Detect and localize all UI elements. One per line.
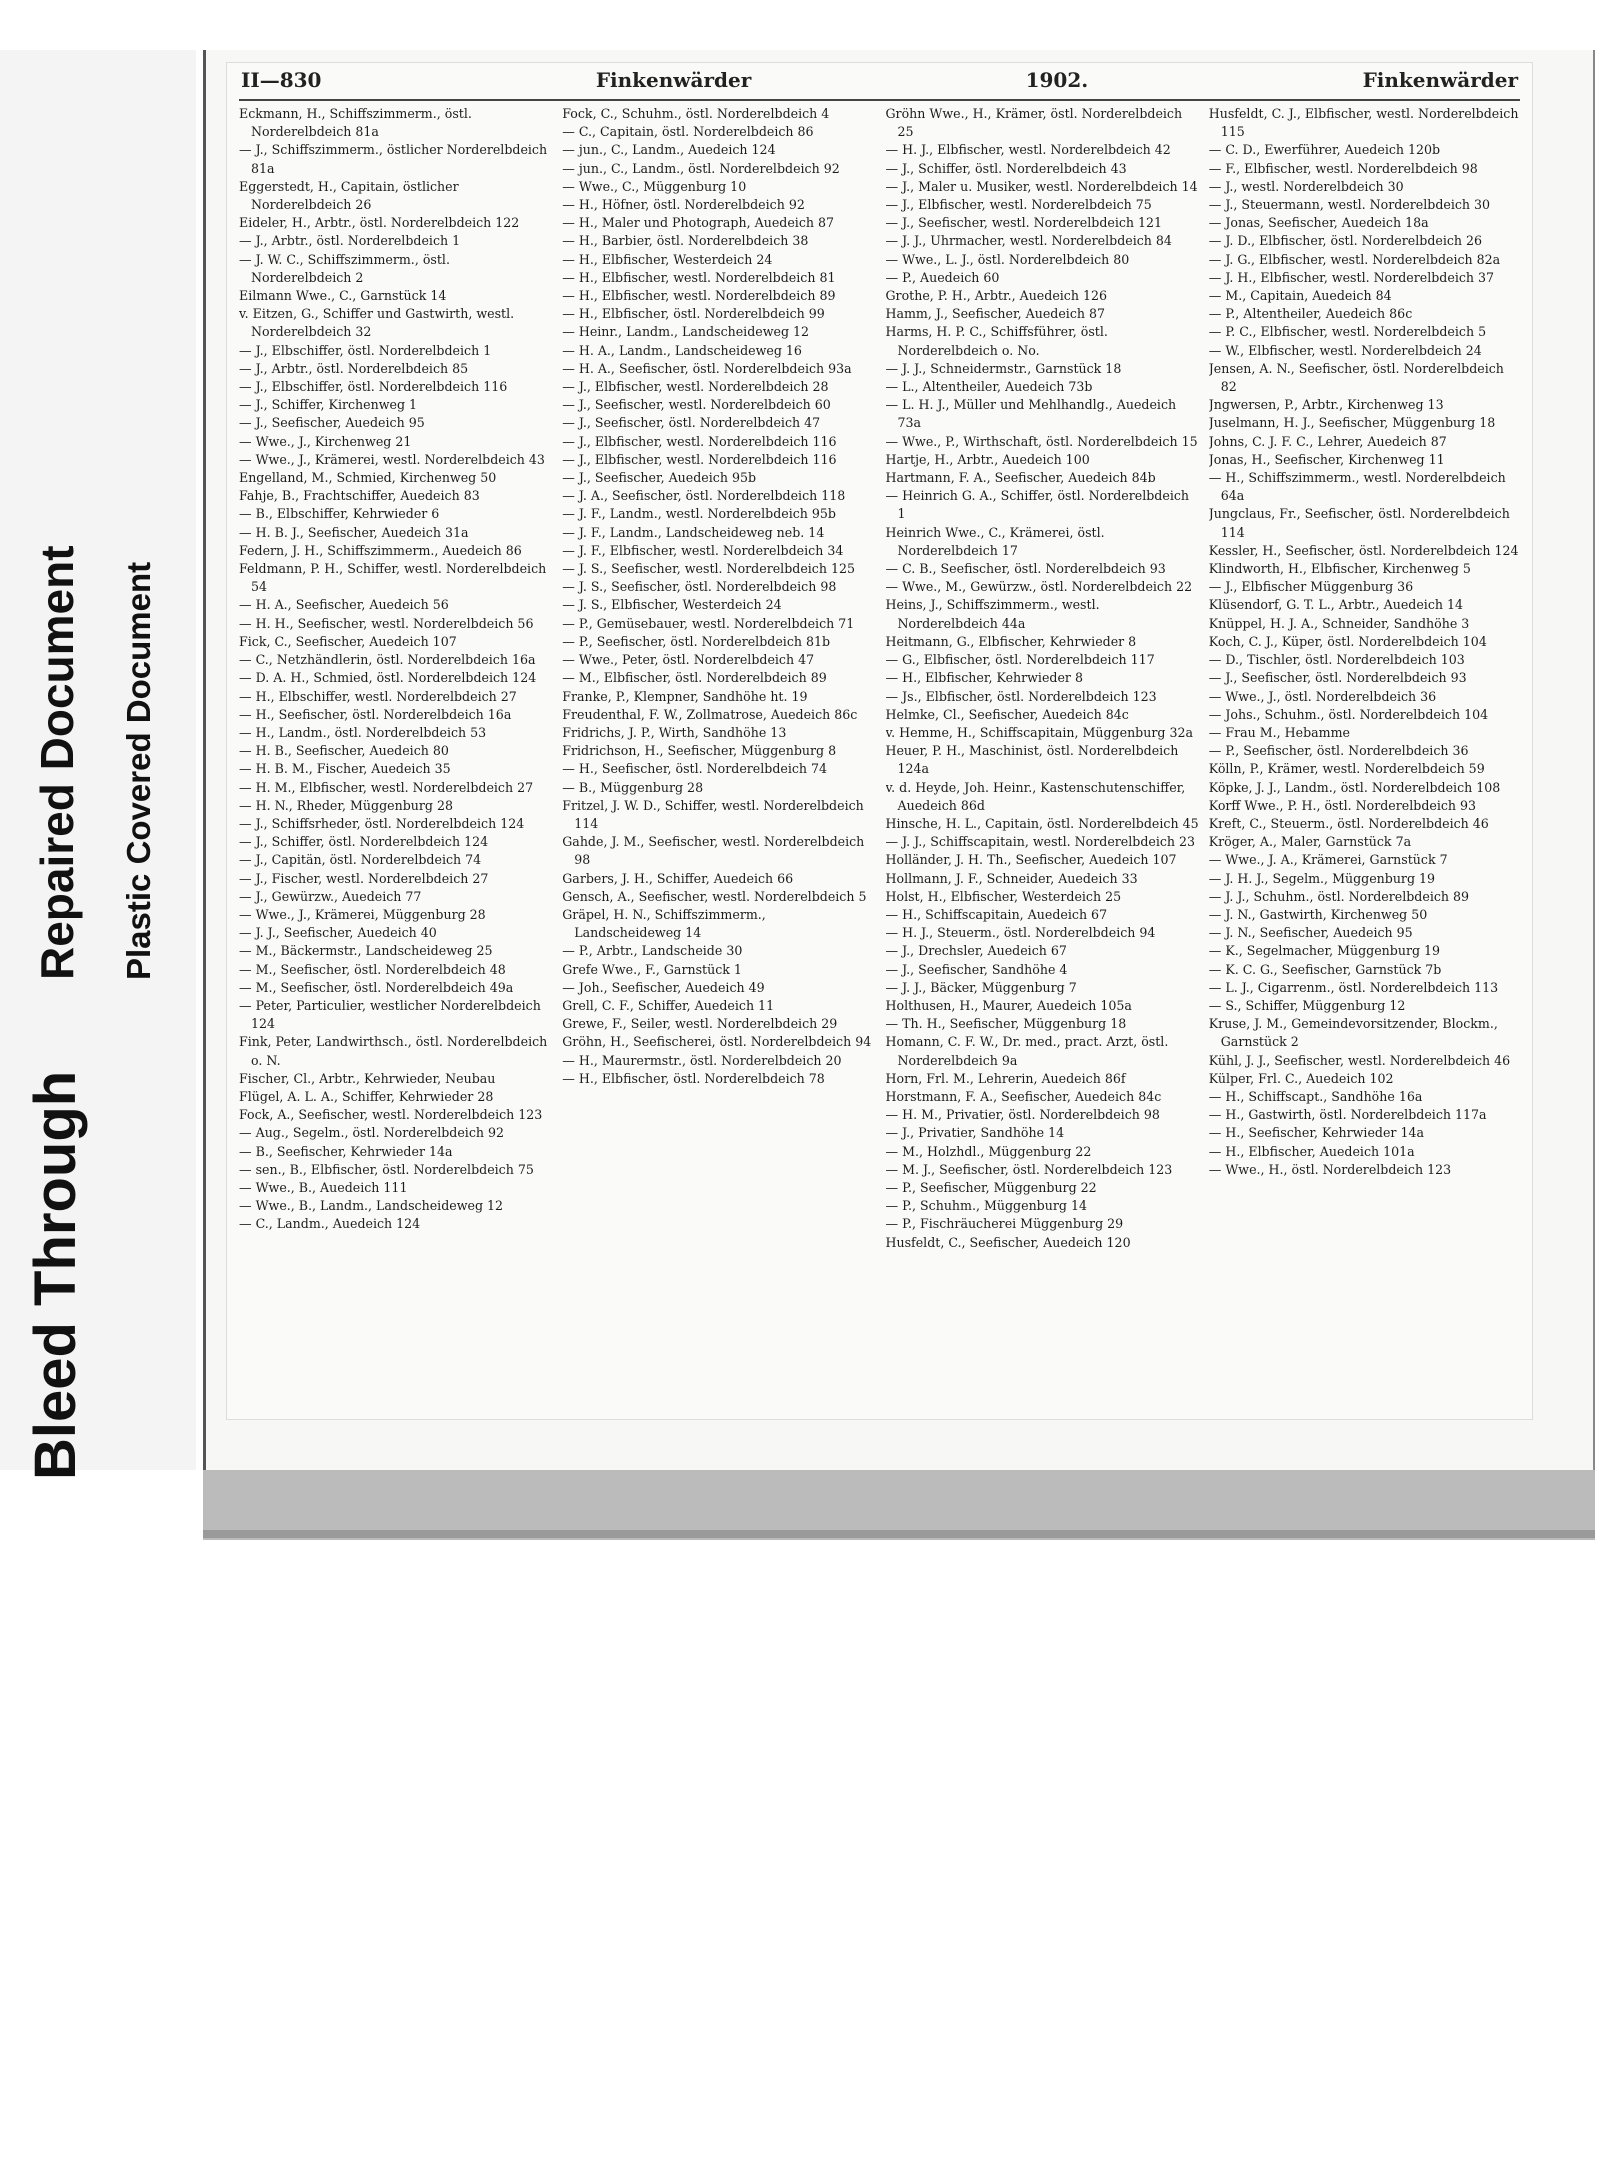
directory-entry: — J. J., Seefischer, Auedeich 40 [239,925,437,941]
directory-entry: — Wwe., B., Auedeich 111 [239,1179,408,1195]
directory-entry: Homann, C. F. W., Dr. med., pract. Arzt, östl. Norderelbdeich 9a [885,1034,1169,1068]
directory-entry: — Wwe., J., Krämerei, Müggenburg 28 [239,906,486,922]
directory-entry: — P., Gemüsebauer, westl. Norderelbdeich 71 [562,615,855,631]
directory-entry: Gensch, A., Seefischer, westl. Norderelbdeich 5 [562,888,867,904]
directory-entry: — P., Altentheiler, Auedeich 86c [1208,306,1413,322]
directory-entry: Grefe Wwe., F., Garnstück 1 [562,961,742,977]
directory-entry: Hamm, J., Seefischer, Auedeich 87 [885,306,1106,322]
directory-entry: — Wwe., H., östl. Norderelbdeich 123 [1208,1161,1452,1177]
bleed-through-label: Bleed Through [23,1070,88,1480]
directory-entry: Fock, A., Seefischer, westl. Norderelbdeich 123 [239,1107,543,1123]
directory-entry: Fridrichs, J. P., Wirth, Sandhöhe 13 [562,724,787,740]
directory-entry: Kreft, C., Steuerm., östl. Norderelbdeich 46 [1208,815,1489,831]
directory-entry: Fock, C., Schuhm., östl. Norderelbdeich 4 [562,106,830,121]
directory-entry: Köpke, J. J., Landm., östl. Norderelbdeich 108 [1208,779,1501,795]
directory-entry: — J., Elbfischer, westl. Norderelbdeich 116 [562,451,837,467]
directory-entry: — D. A. H., Schmied, östl. Norderelbdeich 124 [239,670,537,686]
directory-entry: — J. G., Elbfischer, westl. Norderelbdeich 82a [1208,251,1501,267]
directory-entry: — L. H. J., Müller und Mehlhandlg., Auedeich 73a [885,397,1177,431]
directory-entry: Horstmann, F. A., Seefischer, Auedeich 84c [885,1088,1162,1104]
directory-entry: — H., Elbfischer, östl. Norderelbdeich 99 [562,306,825,322]
directory-entry: — H., Schiffscapt., Sandhöhe 16a [1208,1088,1423,1104]
directory-entry: — H., Seefischer, Kehrwieder 14a [1208,1125,1424,1141]
directory-entry: — J., Seefischer, östl. Norderelbdeich 47 [562,415,821,431]
directory-entry: — jun., C., Landm., östl. Norderelbdeich 92 [562,160,840,176]
directory-entry: — H., Elbschiffer, westl. Norderelbdeich 27 [239,688,517,704]
directory-entry: — J. J., Schuhm., östl. Norderelbdeich 89 [1208,888,1470,904]
directory-entry: Horn, Frl. M., Lehrerin, Auedeich 86f [885,1070,1126,1086]
directory-entry: — J., Seefischer, Auedeich 95 [239,415,425,431]
directory-entry: Gröhn Wwe., H., Krämer, östl. Norderelbdeich 25 [885,106,1183,140]
directory-entry: — H., Höfner, östl. Norderelbdeich 92 [562,197,805,213]
directory-entry: — Wwe., J., Krämerei, westl. Norderelbdeich 43 [239,451,545,467]
directory-entry: — Wwe., J. A., Krämerei, Garnstück 7 [1208,852,1448,868]
directory-entry: — H. A., Seefischer, östl. Norderelbdeich 93a [562,360,852,376]
directory-entry: — J., Elbfischer, westl. Norderelbdeich 75 [885,197,1152,213]
directory-entry: Eideler, H., Arbtr., östl. Norderelbdeich 122 [239,215,520,231]
page-content [226,62,1533,1420]
directory-entry: v. Eitzen, G., Schiffer und Gastwirth, westl. Norderelbdeich 32 [239,306,515,340]
directory-entry: Grothe, P. H., Arbtr., Auedeich 126 [885,288,1108,304]
directory-entry: Fink, Peter, Landwirthsch., östl. Norderelbdeich o. N. [239,1034,548,1068]
directory-entry: — P., Seefischer, Müggenburg 22 [885,1179,1097,1195]
directory-entry: — K. C. G., Seefischer, Garnstück 7b [1208,961,1442,977]
directory-entry: Gahde, J. M., Seefischer, westl. Norderelbdeich 98 [562,834,865,868]
directory-entry: — Joh., Seefischer, Auedeich 49 [562,979,765,995]
directory-entry: Fick, C., Seefischer, Auedeich 107 [239,633,457,649]
directory-entry: — H., Elbfischer, westl. Norderelbdeich 81 [562,269,836,285]
directory-entry: Heinrich Wwe., C., Krämerei, östl. Norderelbdeich 17 [885,524,1105,558]
page-header [241,63,1518,97]
directory-entry: — C., Capitain, östl. Norderelbdeich 86 [562,124,814,140]
directory-entry: Jungclaus, Fr., Seefischer, östl. Norderelbdeich 114 [1208,506,1510,540]
directory-entry: — B., Seefischer, Kehrwieder 14a [239,1143,453,1159]
directory-entry: Korff Wwe., P. H., östl. Norderelbdeich 93 [1208,797,1477,813]
directory-entry: — C. B., Seefischer, östl. Norderelbdeich 93 [885,561,1166,577]
directory-entry: Fischer, Cl., Arbtr., Kehrwieder, Neubau [239,1070,496,1086]
directory-column-2 [562,105,875,1409]
directory-entry: — J., Steuermann, westl. Norderelbdeich 30 [1208,197,1491,213]
directory-entry: — J. J., Schneidermstr., Garnstück 18 [885,360,1122,376]
directory-entry: — J. J., Bäcker, Müggenburg 7 [885,979,1077,995]
directory-entry: Fridrichson, H., Seefischer, Müggenburg 8 [562,743,837,759]
directory-entry: — B., Elbschiffer, Kehrwieder 6 [239,506,440,522]
directory-entry: — J., Seefischer, östl. Norderelbdeich 93 [1208,670,1467,686]
directory-entry: — J. J., Uhrmacher, westl. Norderelbdeich 84 [885,233,1172,249]
directory-entry: Freudenthal, F. W., Zollmatrose, Auedeich 86c [562,706,858,722]
directory-entry: — H., Elbfischer, westl. Norderelbdeich 89 [562,288,836,304]
directory-entry: — G., Elbfischer, östl. Norderelbdeich 117 [885,652,1155,668]
directory-entry: — H. A., Landm., Landscheideweg 16 [562,342,802,358]
header-rule [239,99,1520,101]
directory-entry: — H. B. J., Seefischer, Auedeich 31a [239,524,469,540]
directory-entry: — J., Drechsler, Auedeich 67 [885,943,1067,959]
directory-entry: — J. J., Schiffscapitain, westl. Norderelbdeich 23 [885,834,1196,850]
directory-entry: Federn, J. H., Schiffszimmerm., Auedeich 86 [239,542,522,558]
directory-column-3 [886,105,1199,1409]
directory-column-4 [1209,105,1522,1409]
directory-entry: Holst, H., Elbfischer, Westerdeich 25 [885,888,1122,904]
directory-entry: — J., Elbfischer, westl. Norderelbdeich 28 [562,379,829,395]
directory-entry: Heuer, P. H., Maschinist, östl. Norderelbdeich 124a [885,743,1179,777]
directory-entry: Gröhn, H., Seefischerei, östl. Norderelbdeich 94 [562,1034,872,1050]
directory-entry: — J., Arbtr., östl. Norderelbdeich 85 [239,360,469,376]
page-number: II—830 [241,68,322,92]
directory-entry: Heins, J., Schiffszimmerm., westl. Norderelbdeich 44a [885,597,1100,631]
directory-entry: Holländer, J. H. Th., Seefischer, Auedeich 107 [885,852,1177,868]
directory-entry: — H. J., Elbfischer, westl. Norderelbdeich 42 [885,142,1171,158]
directory-entry: — Peter, Particulier, westlicher Norderelbdeich 124 [239,997,541,1032]
directory-entry: Hinsche, H. L., Capitain, östl. Norderelbdeich 45 [885,815,1199,831]
directory-entry: Helmke, Cl., Seefischer, Auedeich 84c [885,706,1129,722]
directory-entry: — H. N., Rheder, Müggenburg 28 [239,797,453,813]
directory-entry: — Wwe., C., Müggenburg 10 [562,178,747,194]
directory-entry: — Wwe., M., Gewürzw., östl. Norderelbdeich 22 [885,579,1193,595]
directory-entry: — J., Elbfischer Müggenburg 36 [1208,579,1414,595]
directory-entry: — H., Landm., östl. Norderelbdeich 53 [239,724,487,740]
directory-entry: Fritzel, J. W. D., Schiffer, westl. Norderelbdeich 114 [562,797,864,831]
directory-entry: Jonas, H., Seefischer, Kirchenweg 11 [1208,451,1445,467]
directory-entry: — H., Seefischer, östl. Norderelbdeich 16a [239,706,512,722]
directory-entry: — L., Altentheiler, Auedeich 73b [885,379,1093,395]
directory-entry: Harms, H. P. C., Schiffsführer, östl. Norderelbdeich o. No. [885,324,1108,358]
directory-entry: Hartmann, F. A., Seefischer, Auedeich 84b [885,470,1156,486]
directory-entry: — C., Netzhändlerin, östl. Norderelbdeich 16a [239,652,536,668]
directory-entry: — H., Seefischer, östl. Norderelbdeich 74 [562,761,828,777]
directory-entry: v. d. Heyde, Joh. Heinr., Kastenschutenschiffer, Auedeich 86d [885,779,1186,813]
directory-entry: — J. H., Elbfischer, westl. Norderelbdeich 37 [1208,269,1495,285]
directory-entry: — H. H., Seefischer, westl. Norderelbdeich 56 [239,615,534,631]
directory-entry: — H., Gastwirth, östl. Norderelbdeich 117a [1208,1107,1487,1123]
directory-entry: Husfeldt, C. J., Elbfischer, westl. Norderelbdeich 115 [1208,106,1519,140]
directory-entry: — J., Schiffer, Kirchenweg 1 [239,397,418,413]
directory-entry: Grell, C. F., Schiffer, Auedeich 11 [562,997,775,1013]
directory-entry: — J., Seefischer, Auedeich 95b [562,470,757,486]
directory-entry: — H., Elbfischer, östl. Norderelbdeich 78 [562,1070,825,1086]
directory-entry: Engelland, M., Schmied, Kirchenweg 50 [239,470,497,486]
directory-entry: — Js., Elbfischer, östl. Norderelbdeich 123 [885,688,1157,704]
header-right-title: Finkenwärder [1362,68,1518,92]
directory-entry: — H. A., Seefischer, Auedeich 56 [239,597,449,613]
directory-entry: Kröger, A., Maler, Garnstück 7a [1208,834,1412,850]
directory-entry: — H. M., Privatier, östl. Norderelbdeich 98 [885,1107,1160,1123]
directory-entry: — J. S., Seefischer, östl. Norderelbdeich 98 [562,579,837,595]
directory-entry: — H., Schiffszimmerm., westl. Norderelbdeich 64a [1208,470,1506,504]
directory-entry: Hollmann, J. F., Schneider, Auedeich 33 [885,870,1138,886]
directory-entry: — J., Maler u. Musiker, westl. Norderelbdeich 14 [885,178,1198,194]
directory-entry: — Wwe., J., Kirchenweg 21 [239,433,412,449]
scanned-page [203,50,1595,1472]
directory-entry: — J., Seefischer, westl. Norderelbdeich 60 [562,397,831,413]
directory-entry: — J., westl. Norderelbdeich 30 [1208,178,1404,194]
directory-entry: Klüsendorf, G. T. L., Arbtr., Auedeich 14 [1208,597,1464,613]
directory-entry: — M. J., Seefischer, östl. Norderelbdeich 123 [885,1161,1173,1177]
directory-entry: — H. B. M., Fischer, Auedeich 35 [239,761,451,777]
directory-entry: Kölln, P., Krämer, westl. Norderelbdeich 59 [1208,761,1485,777]
directory-entry: Klindworth, H., Elbfischer, Kirchenweg 5 [1208,561,1471,577]
directory-entry: — sen., B., Elbfischer, östl. Norderelbdeich 75 [239,1161,534,1177]
directory-entry: Flügel, A. L. A., Schiffer, Kehrwieder 28 [239,1088,494,1104]
directory-entry: Hartje, H., Arbtr., Auedeich 100 [885,451,1090,467]
directory-entry: — P., Fischräucherei Müggenburg 29 [885,1216,1124,1232]
directory-entry: Kessler, H., Seefischer, östl. Norderelbdeich 124 [1208,542,1519,558]
directory-entry: — J. S., Seefischer, westl. Norderelbdeich 125 [562,561,856,577]
directory-entry: — M., Capitain, Auedeich 84 [1208,288,1392,304]
directory-entry: — J. S., Elbfischer, Westerdeich 24 [562,597,782,613]
directory-entry: — C. D., Ewerführer, Auedeich 120b [1208,142,1441,158]
directory-entry: Jngwersen, P., Arbtr., Kirchenweg 13 [1208,397,1444,413]
directory-entry: — J., Gewürzw., Auedeich 77 [239,888,422,904]
directory-entry: — J., Elbschiffer, östl. Norderelbdeich 1 [239,342,492,358]
plastic-covered-label: Plastic Covered Document [120,561,157,980]
directory-entry: Garbers, J. H., Schiffer, Auedeich 66 [562,870,794,886]
directory-entry: — Heinrich G. A., Schiffer, östl. Norderelbdeich 1 [885,488,1190,522]
directory-entry: Knüppel, H. J. A., Schneider, Sandhöhe 3 [1208,615,1470,631]
directory-entry: — J. N., Gastwirth, Kirchenweg 50 [1208,906,1428,922]
directory-entry: — P., Seefischer, östl. Norderelbdeich 81b [562,633,831,649]
directory-entry: — P., Auedeich 60 [885,269,1000,285]
directory-entry: — P. C., Elbfischer, westl. Norderelbdeich 5 [1208,324,1487,340]
directory-entry: Holthusen, H., Maurer, Auedeich 105a [885,997,1132,1013]
directory-entry: — D., Tischler, östl. Norderelbdeich 103 [1208,652,1465,668]
directory-entry: — C., Landm., Auedeich 124 [239,1216,421,1232]
directory-entry: — W., Elbfischer, westl. Norderelbdeich 24 [1208,342,1482,358]
directory-entry: — M., Seefischer, östl. Norderelbdeich 49a [239,979,514,995]
directory-entry: — B., Müggenburg 28 [562,779,704,795]
directory-entry: — Johs., Schuhm., östl. Norderelbdeich 104 [1208,706,1489,722]
directory-entry: — Wwe., L. J., östl. Norderelbdeich 80 [885,251,1130,267]
directory-entry: Feldmann, P. H., Schiffer, westl. Norderelbdeich 54 [239,561,547,595]
directory-entry: Kruse, J. M., Gemeindevorsitzender, Blockm., Garnstück 2 [1208,1016,1498,1050]
directory-column-1 [239,105,552,1409]
directory-entry: — J. F., Landm., westl. Norderelbdeich 95b [562,506,836,522]
scanner-bottom-shadow [203,1530,1595,1538]
directory-entry: — H., Elbfischer, Westerdeich 24 [562,251,773,267]
directory-entry: — J. N., Seefischer, Auedeich 95 [1208,925,1413,941]
directory-entry: — J., Arbtr., östl. Norderelbdeich 1 [239,233,461,249]
directory-entry: Eggerstedt, H., Capitain, östlicher Norderelbdeich 26 [239,178,459,213]
directory-entry: — J., Seefischer, Sandhöhe 4 [885,961,1068,977]
directory-entry: v. Hemme, H., Schiffscapitain, Müggenburg 32a [885,724,1193,740]
directory-entry: — H., Elbfischer, Auedeich 101a [1208,1143,1415,1159]
directory-entry: Heitmann, G., Elbfischer, Kehrwieder 8 [885,633,1137,649]
directory-entry: — J., Schiffer, östl. Norderelbdeich 124 [239,834,489,850]
directory-entry: Jensen, A. N., Seefischer, östl. Norderelbdeich 82 [1208,360,1504,395]
directory-entry: — P., Seefischer, östl. Norderelbdeich 36 [1208,743,1469,759]
directory-entry: — J., Capitän, östl. Norderelbdeich 74 [239,852,482,868]
directory-entry: — J. D., Elbfischer, östl. Norderelbdeich 26 [1208,233,1483,249]
directory-entry: — J. A., Seefischer, östl. Norderelbdeich 118 [562,488,846,504]
directory-entry: — Wwe., J., östl. Norderelbdeich 36 [1208,688,1437,704]
directory-entry: — jun., C., Landm., Auedeich 124 [562,142,776,158]
directory-entry: Husfeldt, C., Seefischer, Auedeich 120 [885,1234,1131,1250]
directory-entry: — J., Elbfischer, westl. Norderelbdeich 116 [562,433,837,449]
directory-entry: — L. J., Cigarrenm., östl. Norderelbdeich 113 [1208,979,1499,995]
directory-entry: — Aug., Segelm., östl. Norderelbdeich 92 [239,1125,505,1141]
directory-entry: — M., Seefischer, östl. Norderelbdeich 48 [239,961,506,977]
directory-entry: Eilmann Wwe., C., Garnstück 14 [239,288,447,304]
directory-entry: Grewe, F., Seiler, westl. Norderelbdeich 29 [562,1016,838,1032]
directory-entry: — Wwe., B., Landm., Landscheideweg 12 [239,1198,504,1214]
directory-entry: — M., Holzhdl., Müggenburg 22 [885,1143,1092,1159]
directory-entry: Juselmann, H. J., Seefischer, Müggenburg 18 [1208,415,1496,431]
directory-entry: — M., Elbfischer, östl. Norderelbdeich 89 [562,670,827,686]
directory-entry: — Frau M., Hebamme [1208,724,1350,740]
directory-entry: — J., Seefischer, westl. Norderelbdeich 121 [885,215,1163,231]
directory-entry: Kühl, J. J., Seefischer, westl. Norderelbdeich 46 [1208,1052,1511,1068]
directory-entry: Eckmann, H., Schiffszimmerm., östl. Norderelbdeich 81a [239,106,472,140]
directory-entry: — P., Arbtr., Landscheide 30 [562,943,743,959]
directory-entry: — J., Schiffer, östl. Norderelbdeich 43 [885,160,1127,176]
repaired-document-label: Repaired Document [31,545,83,980]
directory-entry: Külper, Frl. C., Auedeich 102 [1208,1070,1394,1086]
header-left-title: Finkenwärder [595,68,752,92]
directory-entry: Gräpel, H. N., Schiffszimmerm., Landscheideweg 14 [562,906,766,941]
directory-entry: Franke, P., Klempner, Sandhöhe ht. 19 [562,688,808,704]
directory-entry: — J., Schiffsrheder, östl. Norderelbdeich 124 [239,815,525,831]
directory-entry: — F., Elbfischer, westl. Norderelbdeich 98 [1208,160,1478,176]
directory-entry: — J., Fischer, westl. Norderelbdeich 27 [239,870,489,886]
directory-entry: — H. M., Elbfischer, westl. Norderelbdeich 27 [239,779,534,795]
directory-entry: Johns, C. J. F. C., Lehrer, Auedeich 87 [1208,433,1447,449]
directory-entry: — J. F., Landm., Landscheideweg neb. 14 [562,524,825,540]
directory-entry: — Th. H., Seefischer, Müggenburg 18 [885,1016,1127,1032]
directory-entry: — J., Elbschiffer, östl. Norderelbdeich 116 [239,379,508,395]
directory-entry: — K., Segelmacher, Müggenburg 19 [1208,943,1441,959]
directory-entry: — J., Privatier, Sandhöhe 14 [885,1125,1065,1141]
directory-entry: — J. H. J., Segelm., Müggenburg 19 [1208,870,1436,886]
directory-entry: — J. F., Elbfischer, westl. Norderelbdeich 34 [562,542,844,558]
directory-entry: — Wwe., P., Wirthschaft, östl. Norderelbdeich 15 [885,433,1198,449]
directory-entry: — H. J., Steuerm., östl. Norderelbdeich 94 [885,925,1156,941]
directory-entry: — Wwe., Peter, östl. Norderelbdeich 47 [562,652,815,668]
directory-entry: — P., Schuhm., Müggenburg 14 [885,1198,1087,1214]
directory-entry: — H., Maler und Photograph, Auedeich 87 [562,215,835,231]
directory-columns [239,105,1522,1409]
directory-entry: — H., Barbier, östl. Norderelbdeich 38 [562,233,809,249]
header-year: 1902. [1025,68,1089,92]
directory-entry: — S., Schiffer, Müggenburg 12 [1208,997,1406,1013]
directory-entry: — H., Elbfischer, Kehrwieder 8 [885,670,1083,686]
directory-entry: — M., Bäckermstr., Landscheideweg 25 [239,943,493,959]
directory-entry: — J., Schiffszimmerm., östlicher Norderelbdeich 81a [239,142,548,176]
directory-entry: — H., Schiffscapitain, Auedeich 67 [885,906,1108,922]
directory-entry: Fahje, B., Frachtschiffer, Auedeich 83 [239,488,480,504]
side-labels [8,50,198,1480]
directory-entry: — Jonas, Seefischer, Auedeich 18a [1208,215,1429,231]
directory-entry: — H. B., Seefischer, Auedeich 80 [239,743,449,759]
directory-entry: — Heinr., Landm., Landscheideweg 12 [562,324,810,340]
directory-entry: — H., Maurermstr., östl. Norderelbdeich 20 [562,1052,842,1068]
directory-entry: Koch, C. J., Küper, östl. Norderelbdeich 104 [1208,633,1487,649]
directory-entry: — J. W. C., Schiffszimmerm., östl. Norderelbdeich 2 [239,251,450,285]
